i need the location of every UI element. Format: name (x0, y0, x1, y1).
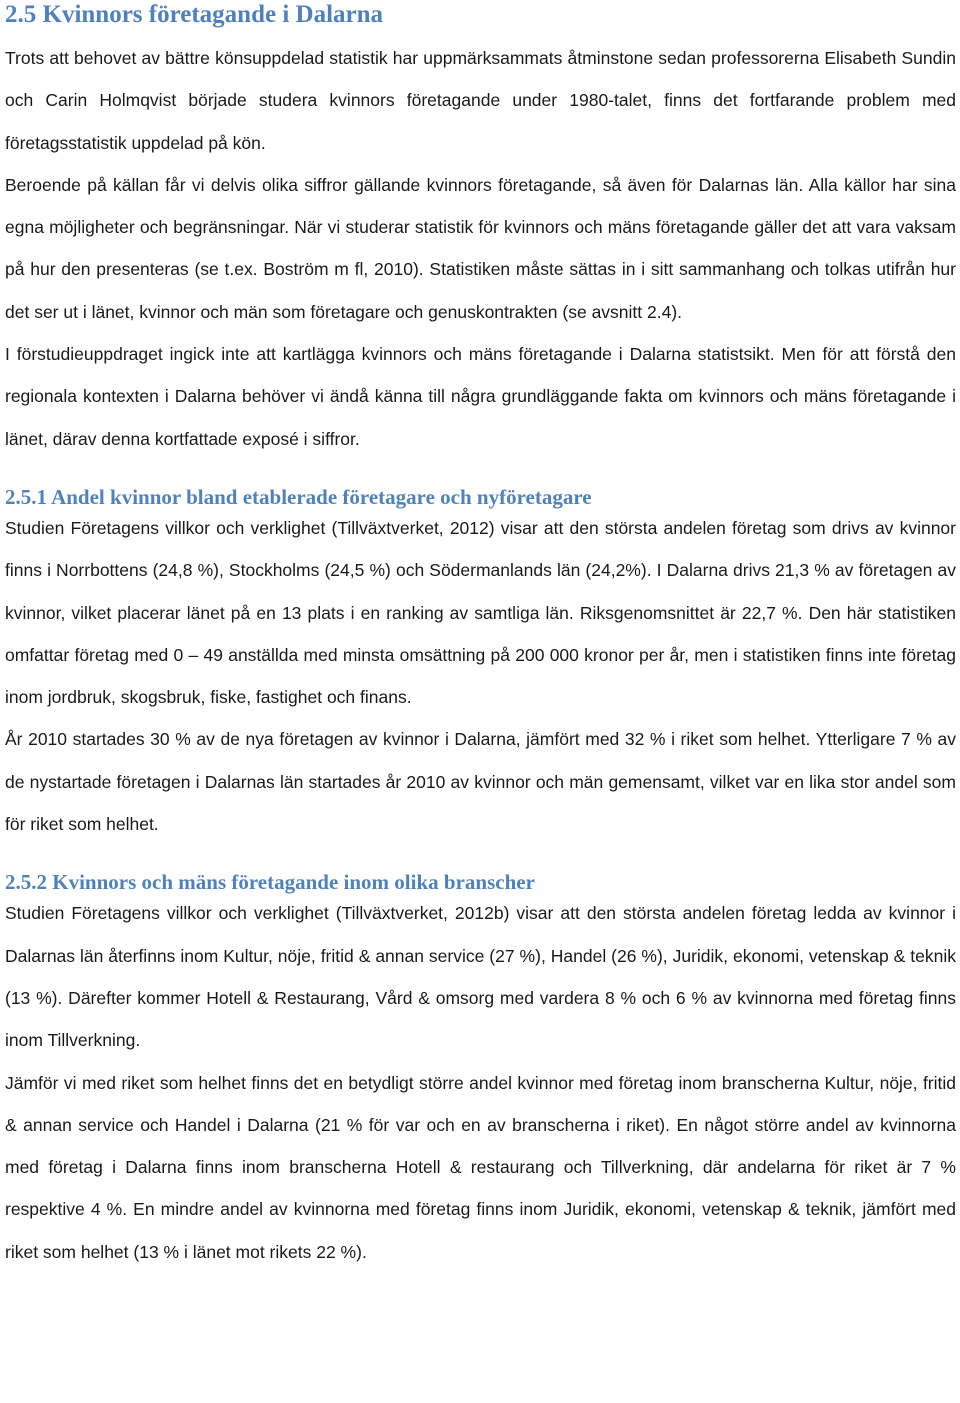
subsection-heading-branscher: 2.5.2 Kvinnors och mäns företagande inom olika branscher (5, 870, 535, 895)
paragraph-intro: Trots att behovet av bättre könsuppdelad statistik har uppmärksammats åtminstone sedan professorerna Elisabeth Sundin och Carin Holmqvist började studera kvinnors företagande under 1980-talet, finns det fortfarande problem med företagsstatistik uppdelad på kön. (5, 48, 956, 153)
paragraph-assignment: I förstudieuppdraget ingick inte att kartlägga kvinnors och mäns företagande i Dalarna statistsikt. Men för att förstå den regionala kontexten i Dalarna behöver vi ändå känna till några grundläggande fakta om kvinnors och mäns företagande i länet, därav denna kortfattade exposé i siffror. (5, 344, 956, 449)
subsection-heading-andel: 2.5.1 Andel kvinnor bland etablerade företagare och nyföretagare (5, 484, 592, 509)
paragraph-branscher-dalarna: Studien Företagens villkor och verklighet (Tillväxtverket, 2012b) visar att den största andelen företag ledda av kvinnor i Dalarnas län återfinns inom Kultur, nöje, fritid & annan service (27 %), Handel (26 %), Juridik, ekonomi, vetenskap & teknik (13 %). Därefter kommer Hotell & Restaurang, Vård & omsorg med vardera 8 % och 6 % av kvinnorna med företag finns inom Tillverkning. (5, 903, 956, 1051)
paragraph-branscher-riket: Jämför vi med riket som helhet finns det en betydligt större andel kvinnor med företag inom branscherna Kultur, nöje, fritid & annan service och Handel i Dalarna (21 % för var och en av branscherna i riket). En något större andel av kvinnorna med företag i Dalarna finns inom branscherna Hotell & restaurang och Tillverkning, där andelarna för riket är 7 % respektive 4 %. En mindre andel av kvinnorna med företag finns inom Juridik, ekonomi, vetenskap & teknik, jämfört med riket som helhet (13 % i länet mot rikets 22 %). (5, 1072, 956, 1262)
paragraph-sources: Beroende på källan får vi delvis olika siffror gällande kvinnors företagande, så även för Dalarnas län. Alla källor har sina egna möjligheter och begränsningar. När vi studerar statistik för kvinnors och mäns företagande gäller det att vara vaksam på hur den presenteras (se t.ex. Boström m fl, 2010). Statistiken måste sättas in i sitt sammanhang och tolkas utifrån hur det ser ut i länet, kvinnor och män som företagare och genuskontrakten (se avsnitt 2.4). (5, 174, 956, 322)
paragraph-andel-ranking: Studien Företagens villkor och verklighet (Tillväxtverket, 2012) visar att den största andelen företag som drivs av kvinnor finns i Norrbottens (24,8 %), Stockholms (24,5 %) och Södermanlands län (24,2%). I Dalarna drivs 21,3 % av företagen av kvinnor, vilket placerar länet på en 13 plats i en ranking av samtliga län. Riksgenomsnittet är 22,7 %. Den här statistiken omfattar företag med 0 – 49 anställda med minsta omsättning på 200 000 kronor per år, men i statistiken finns inte företag inom jordbruk, skogsbruk, fiske, fastighet och finans. (5, 517, 956, 708)
paragraph-andel-nystartade: År 2010 startades 30 % av de nya företagen av kvinnor i Dalarna, jämfört med 32 % i riket som helhet. Ytterligare 7 % av de nystartade företagen i Dalarnas län startades år 2010 av kvinnor och män gemensamt, vilket var en lika stor andel som för riket som helhet. (5, 729, 956, 835)
section-heading: 2.5 Kvinnors företagande i Dalarna (5, 1, 384, 28)
document-page (5, 0, 956, 1273)
